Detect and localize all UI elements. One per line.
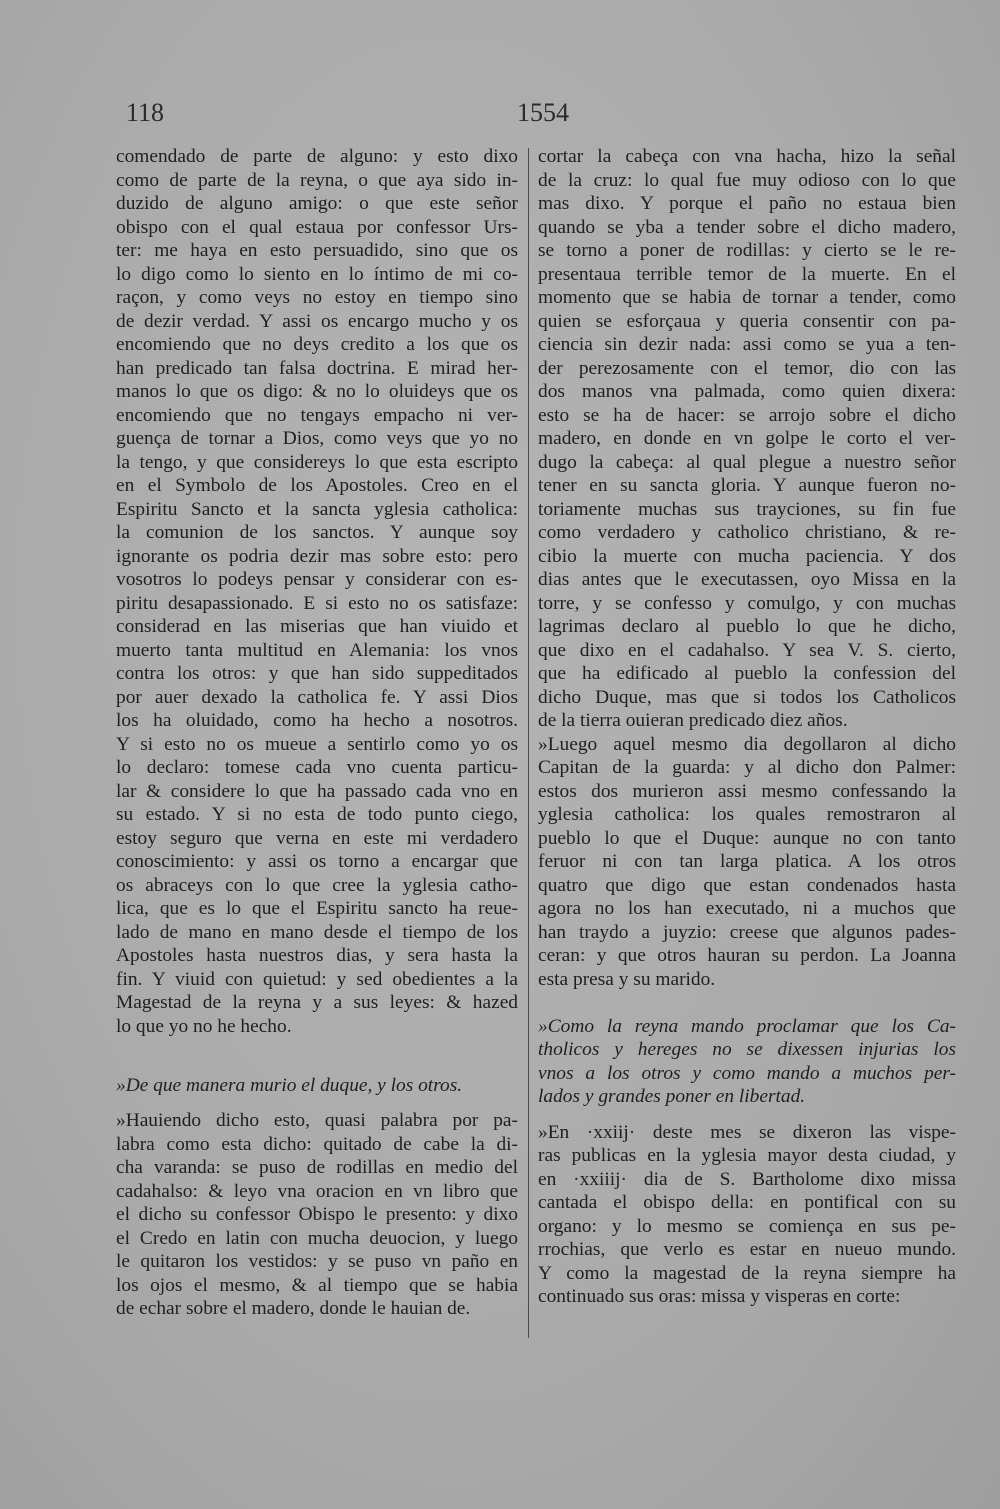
text-line: dicho Duque, mas que si todos los Catholicos xyxy=(538,686,956,708)
text-line: de echar sobre el madero, donde le hauian de. xyxy=(116,1298,471,1319)
text-line: fin. Y viuid con quietud: y sed obedientes a la xyxy=(116,968,518,990)
text-line: obispo con el qual estaua por confessor Urs- xyxy=(116,216,518,238)
text-line: cortar la cabeça con vna hacha, hizo la señal xyxy=(538,146,956,167)
text-line: continuado sus oras: missa y visperas en corte: xyxy=(538,1286,901,1307)
text-line: los ojos el mesmo, & al tiempo que se habia xyxy=(116,1274,518,1296)
text-line: de la cruz: lo qual fue muy odioso con lo que xyxy=(538,169,956,191)
text-line: »En ·xxiij· deste mes se dixeron las vispe- xyxy=(538,1121,956,1143)
text-line: en el Symbolo de los Apostoles. Creo en el xyxy=(116,475,518,496)
right-paragraph-3 xyxy=(538,1121,956,1309)
text-line: Y si esto no os mueue a sentirlo como yo os xyxy=(116,733,518,755)
text-line: Capitan de la guarda: y al dicho don Palmer: xyxy=(538,757,956,778)
text-line: el dicho su confessor Obispo le presento: y dixo xyxy=(116,1204,518,1225)
spacer xyxy=(116,1062,518,1074)
text-line: labra como esta dicho: quitado de cabe la di- xyxy=(116,1133,518,1155)
text-line: pueblo lo que el Duque: aunque no con tanto xyxy=(538,827,956,849)
text-line: cantada el obispo della: en pontifical con su xyxy=(538,1192,956,1213)
text-line: ignorante os podria dezir mas sobre esto: pero xyxy=(116,545,518,567)
text-line: os abraceys con lo que cree la yglesia catho- xyxy=(116,874,518,896)
text-line: comendado de parte de alguno: y esto dixo xyxy=(116,146,518,167)
text-line: »Luego aquel mesmo dia degollaron al dicho xyxy=(538,733,956,755)
text-line: feruor ni con tan larga platica. A los otros xyxy=(538,851,956,872)
text-line: lar & considere lo que ha passado cada vno en xyxy=(116,780,518,802)
text-line: lados y grandes poner en libertad. xyxy=(538,1086,806,1107)
text-line: esto se ha de hacer: se arrojo sobre el dicho xyxy=(538,404,956,426)
text-line: dias antes que le executassen, oyo Missa en la xyxy=(538,569,956,590)
text-line: cadahalso: & leyo vna oracion en vn libro que xyxy=(116,1180,518,1202)
left-paragraph-2 xyxy=(116,1109,518,1321)
text-line: cibio la muerte con mucha paciencia. Y dos xyxy=(538,545,956,567)
text-line: considerad en las miserias que han viuido et xyxy=(116,616,518,637)
text-line: ciencia sin dezir nada: assi como se yua a ten- xyxy=(538,334,956,355)
text-line: se torno a poner de rodillas: y cierto se le re- xyxy=(538,240,956,261)
text-line: que dixo en el cadahalso. Y sea V. S. cierto, xyxy=(538,639,956,661)
spacer xyxy=(116,1097,518,1109)
text-line: encomiendo que no deys credito a los que os xyxy=(116,334,518,355)
right-paragraph-1 xyxy=(538,145,956,733)
text-line: encomiendo que no tengays empacho ni ver- xyxy=(116,404,518,426)
text-line: rrochias, que verlo es estar en nueuo mundo. xyxy=(538,1239,956,1260)
page-number: 118 xyxy=(126,98,165,127)
text-line: organo: y lo mesmo se comiença en sus pe- xyxy=(538,1215,956,1237)
spacer xyxy=(538,1109,956,1121)
text-line: dos manos vna palmada, como quien dixera: xyxy=(538,381,956,402)
section-heading xyxy=(538,1015,956,1109)
text-line: cha varanda: se puso de rodillas en medio del xyxy=(116,1157,518,1178)
text-line: la tengo, y que considereys lo que esta escripto xyxy=(116,451,518,473)
text-line: de dezir verdad. Y assi os encargo mucho y os xyxy=(116,310,518,332)
text-line: guença de tornar a Dios, como veys que yo no xyxy=(116,428,518,449)
text-line: »Hauiendo dicho esto, quasi palabra por pa- xyxy=(116,1110,518,1131)
text-line: han predicado tan falsa doctrina. E mirad her- xyxy=(116,357,518,379)
text-line: madero, en donde en vn golpe le corto el ver- xyxy=(538,428,956,449)
left-column xyxy=(116,145,518,1321)
text-line: Y como la magestad de la reyna siempre ha xyxy=(538,1262,956,1284)
page-header xyxy=(126,98,956,134)
text-line: lagrimas declaro al pueblo lo que he dicho, xyxy=(538,616,956,637)
text-line: momento que se habia de tornar a tender, como xyxy=(538,287,956,308)
text-line: Espiritu Sancto et la sancta yglesia catholica: xyxy=(116,498,518,520)
text-line: estoy seguro que verna en este mi verdadero xyxy=(116,827,518,849)
text-line: torre, y se confesso y comulgo, y con muchas xyxy=(538,592,956,614)
text-line: por auer dexado la catholica fe. Y assi Dios xyxy=(116,686,518,708)
text-line: el Credo en latin con mucha deuocion, y luego xyxy=(116,1227,518,1249)
text-line: estos dos murieron assi mesmo confessando la xyxy=(538,780,956,802)
text-line: der perezosamente con el temor, dio con las xyxy=(538,357,956,379)
text-line: los ha oluidado, como ha hecho a nosotros. xyxy=(116,710,518,731)
text-line: la comunion de los sanctos. Y aunque soy xyxy=(116,522,518,543)
text-line: »Como la reyna mando proclamar que los Ca- xyxy=(538,1015,956,1037)
text-line: tener en su sancta gloria. Y aunque fueron no- xyxy=(538,475,956,496)
running-head-year: 1554 xyxy=(517,98,569,127)
text-line: agora no los han executado, ni a muchos que xyxy=(538,898,956,919)
text-line: contra los otros: y que han sido suppeditados xyxy=(116,663,518,684)
spacer xyxy=(116,1038,518,1062)
text-line: de la tierra ouieran predicado diez años. xyxy=(538,710,848,731)
text-line: tholicos y hereges no se dixessen injurias los xyxy=(538,1039,956,1060)
text-line: esta presa y su marido. xyxy=(538,968,716,990)
text-line: como de parte de la reyna, o que aya sido in- xyxy=(116,169,518,191)
text-line: lo declaro: tomese cada vno cuenta particu- xyxy=(116,757,518,778)
text-line: lo digo como lo siento en lo íntimo de mi co- xyxy=(116,263,518,285)
text-line: que ha edificado al pueblo la confession del xyxy=(538,663,956,684)
text-line: quatro que digo que estan condenados hasta xyxy=(538,874,956,896)
text-line: toriamente muchas sus trayciones, su fin fue xyxy=(538,498,956,520)
text-line: piritu desapassionado. E si esto no os satisfaze: xyxy=(116,592,518,614)
text-line: han traydo a juyzio: creese que algunos pades- xyxy=(538,921,956,943)
text-line: como verdadero y catholico christiano, & re- xyxy=(538,522,956,543)
text-line: presentaua terrible temor de la muerte. En el xyxy=(538,263,956,285)
text-line: lado de mano en mano desde el tiempo de los xyxy=(116,921,518,943)
text-line: vosotros lo podeys pensar y considerar con es- xyxy=(116,569,518,590)
left-paragraph-1 xyxy=(116,145,518,1038)
right-paragraph-2 xyxy=(538,733,956,992)
column-divider xyxy=(528,148,529,1338)
text-line: vnos a los otros y como mando a muchos per- xyxy=(538,1062,956,1084)
text-line: quando se yba a tender sobre el dicho madero, xyxy=(538,216,956,238)
text-line: conoscimiento: y assi os torno a encargar que xyxy=(116,851,518,872)
text-line: mas dixo. Y porque el paño no estaua bien xyxy=(538,193,956,214)
text-line: en ·xxiiij· dia de S. Bartholome dixo missa xyxy=(538,1168,956,1190)
text-line: su estado. Y si no esta de todo punto ciego, xyxy=(116,804,518,825)
text-line: Magestad de la reyna y a sus leyes: & hazed xyxy=(116,992,518,1013)
spacer xyxy=(538,991,956,1015)
text-line: yglesia catholica: los quales remostraron al xyxy=(538,804,956,825)
text-line: quien se esforçaua y queria consentir con pa- xyxy=(538,310,956,332)
text-line: lica, que es lo que el Espiritu sancto ha reue- xyxy=(116,898,518,919)
text-line: dugo la cabeça: al qual plegue a nuestro señor xyxy=(538,451,956,473)
text-line: lo que yo no he hecho. xyxy=(116,1015,292,1037)
section-heading xyxy=(116,1074,518,1098)
text-line: muerto tanta multitud en Alemania: los vnos xyxy=(116,639,518,661)
text-line: ras publicas en la yglesia mayor desta ciudad, y xyxy=(538,1145,956,1166)
text-line: le quitaron los vestidos: y se puso vn paño en xyxy=(116,1251,518,1272)
text-line: ceran: y que otros hauran su perdon. La Joanna xyxy=(538,945,956,966)
text-line: ter: me haya en esto persuadido, sino que os xyxy=(116,240,518,261)
text-line: raçon, y como veys no estoy en tiempo sino xyxy=(116,287,518,308)
text-line: duzido de alguno amigo: o que este señor xyxy=(116,193,518,214)
right-column xyxy=(538,145,956,1309)
text-line: manos lo que os digo: & no lo oluideys que os xyxy=(116,381,518,402)
section-heading-line: »De que manera murio el duque, y los otros. xyxy=(116,1074,463,1096)
text-line: Apostoles hasta nuestros dias, y sera hasta la xyxy=(116,945,518,966)
